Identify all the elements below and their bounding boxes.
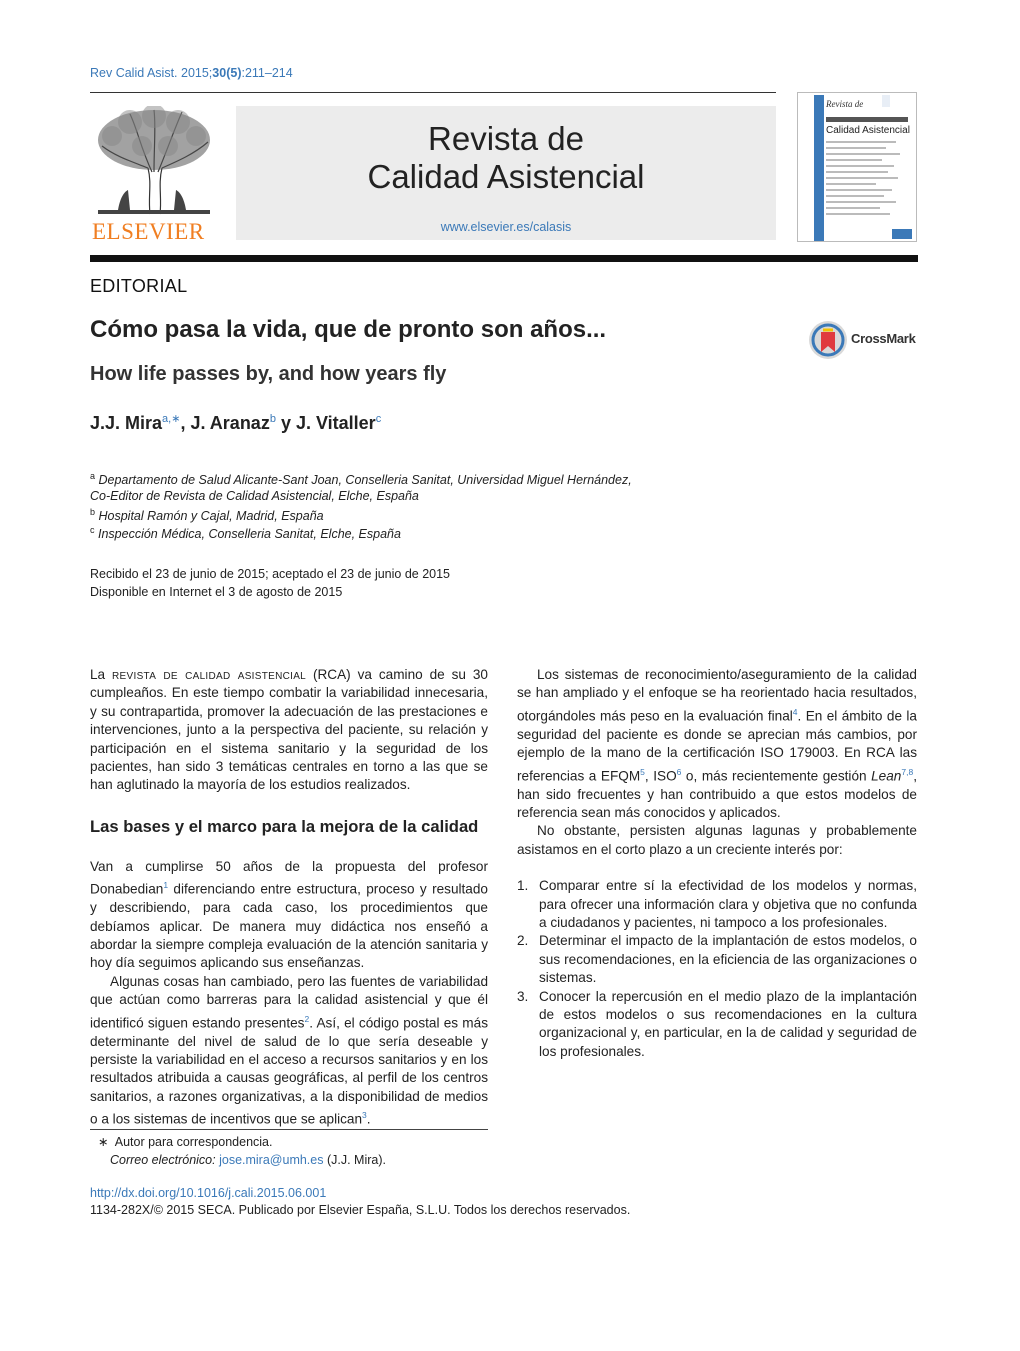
- author-list: J.J. Mira$^{a,∗}$, J. Aranaz$^b$ y J. Vitaller$^c$: [90, 413, 382, 433]
- author-affiliation-mark[interactable]: a,∗: [162, 413, 181, 425]
- crossmark-label: CrossMark: [851, 331, 916, 346]
- online-date: Disponible en Internet el 3 de agosto de 2015: [90, 585, 343, 599]
- journal-title: Revista de Calidad Asistencial: [367, 120, 645, 195]
- affiliation-a: $^a$ Departamento de Salud Alicante-Sant Joan, Conselleria Sanitat, Universidad Miguel Hernández,: [90, 471, 632, 488]
- reference-link[interactable]: 2: [304, 1013, 310, 1024]
- crossmark-badge[interactable]: [808, 318, 920, 362]
- journal-citation[interactable]: Rev Calid Asist. 2015;30(5):211–214: [90, 66, 293, 80]
- reference-link[interactable]: 4: [792, 706, 798, 717]
- email-footnote: Correo electrónico: jose.mira@umh.es (J.J. Mira).: [110, 1153, 386, 1167]
- footnote-rule: [90, 1129, 488, 1130]
- affiliation-a-cont: Co-Editor de Revista de Calidad Asistencial, Elche, España: [90, 489, 419, 503]
- author-name: J.J. Mira: [90, 413, 163, 433]
- list-item: 3. Conocer la repercusión en el medio plazo de la implantación de estos modelos o sus recomendaciones en la cultura organizacional y, en particular, en la de calidad y seguridad de los profesionales.: [517, 988, 917, 1059]
- affiliation-c: $^c$ Inspección Médica, Conselleria Sanitat, Elche, España: [90, 525, 401, 542]
- affiliation-b: $^b$ Hospital Ramón y Cajal, Madrid, España: [90, 507, 324, 524]
- reference-link[interactable]: 6: [676, 766, 682, 777]
- reference-link[interactable]: 5: [640, 766, 645, 777]
- title-separator: [90, 255, 918, 262]
- reference-link[interactable]: 7,8: [901, 766, 914, 777]
- article-title: Cómo pasa la vida, que de pronto son años...: [90, 316, 607, 343]
- article-subtitle: How life passes by, and how years fly: [90, 363, 447, 385]
- copyright-line: 1134-282X/© 2015 SECA. Publicado por Elsevier España, S.L.U. Todos los derechos reservados.: [90, 1203, 631, 1217]
- received-date: Recibido el 23 de junio de 2015; aceptado el 23 de junio de 2015: [90, 567, 451, 581]
- journal-cover-thumbnail: [797, 92, 917, 242]
- journal-url-link[interactable]: www.elsevier.es/calasis: [440, 220, 572, 234]
- paragraph-donabedian: Van a cumplirse 50 años de la propuesta del profesor Donabedian$^1$ diferenciando entre estructura, proceso y resultado y describiendo, para cada caso, los procedimientos que debíamos aplicar. De manera muy didáctica nos enseñó a abordar la siempre compleja evaluación de la atención sanitaria y hoy día seguimos aplicando sus enseñanzas.: [90, 858, 488, 971]
- paragraph-variability: Algunas cosas han cambiado, pero las fuentes de variabilidad que actúan como barreras para la calidad asistencial y que él identificó siguen estando presentes$^2$. Así, el código postal es más determinante del nivel de salud de lo que sería deseable y persiste la variabilidad en el acceso a recursos sanitarios y en los resultados atribuida a causas geográficas, al perfil de los centros sanitarios, a razones organizativas, a la disponibilidad de medios o a los sistemas de incentivos que se aplican$^3$.: [90, 973, 488, 1127]
- author-affiliation-mark[interactable]: c: [375, 413, 382, 425]
- crossmark-icon: [808, 318, 852, 362]
- paragraph-intro: La revista de calidad asistencial (RCA) va camino de su 30 cumpleaños. En este tiempo combatir la variabilidad innecesaria, y su contrapartida, promover la adecuación de las prestaciones e intervenciones, junto a la perspectiva del paciente, su relación y participación en el sistema sanitario y la seguridad de los pacientes, han sido 3 temáticas centrales en torno a las que se han aglutinado la mayoría de los estudios realizados.: [90, 667, 488, 793]
- author-affiliation-mark[interactable]: b: [269, 413, 276, 425]
- interest-list: [517, 877, 917, 1061]
- reference-link[interactable]: 3: [362, 1110, 367, 1121]
- author-name: J. Vitaller: [295, 413, 376, 433]
- body-column-right: [517, 666, 917, 1061]
- cover-title-main: Calidad Asistencial: [826, 125, 910, 136]
- email-link[interactable]: jose.mira@umh.es: [219, 1153, 324, 1167]
- reference-link[interactable]: 1: [163, 880, 169, 891]
- paragraph-recognition: Los sistemas de reconocimiento/aseguramiento de la calidad se han ampliado y el enfoque se ha reorientado hacia resultados, otorgándoles más peso en la evaluación final$^4$. En el ámbito de la seguridad del paciente es donde se aprecian más cambios, por ejemplo de la mano de la certificación ISO 179003. En RCA las referencias a EFQM$^5$, ISO$^6$ o, más recientemente gestión Lean$^{7,8}$, han sido frecuentes y han contribuido a que estos modelos de referencia sean más conocidos y aplicados.: [517, 667, 917, 820]
- author-name: J. Aranaz: [190, 413, 270, 433]
- body-column-left: [90, 666, 488, 1129]
- list-item: 1. Comparar entre sí la efectividad de los modelos y normas, para ofrecer una información clara y objetiva que no confunda a ciudadanos y pacientes, ni tampoco a los profesionales.: [517, 878, 917, 930]
- section-heading: Las bases y el marco para la mejora de la calidad: [90, 816, 479, 836]
- elsevier-wordmark: ELSEVIER: [92, 219, 205, 244]
- section-label: EDITORIAL: [90, 276, 188, 296]
- correspondence-footnote: ∗ Autor para correspondencia.: [98, 1135, 273, 1149]
- doi-link[interactable]: http://dx.doi.org/10.1016/j.cali.2015.06.001: [90, 1186, 327, 1200]
- header-rule: [90, 92, 776, 93]
- paragraph-gaps: No obstante, persisten algunas lagunas y probablemente asistamos en el corto plazo a un creciente interés por:: [517, 823, 917, 857]
- list-item: 2. Determinar el impacto de la implantación de estos modelos, o sus recomendaciones, en la eficiencia de las organizaciones o sistemas.: [517, 933, 917, 986]
- cover-title-small: Revista de: [826, 99, 864, 109]
